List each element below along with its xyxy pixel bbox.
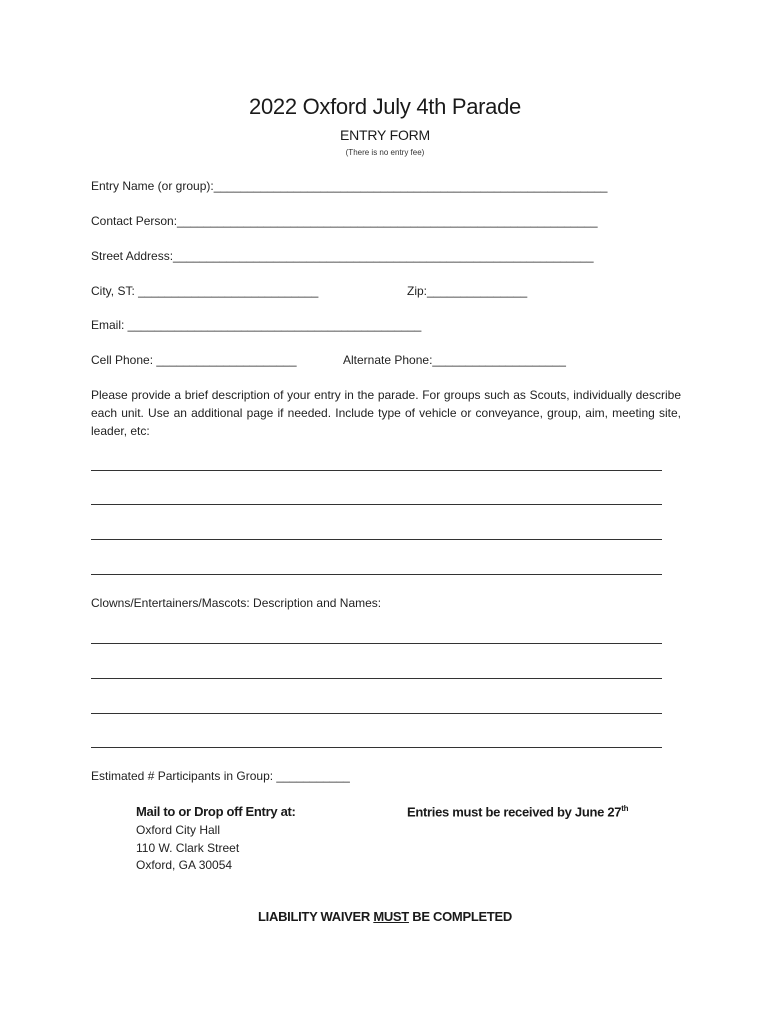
- entry-fee-note: (There is no entry fee): [345, 148, 425, 157]
- deadline-suffix: th: [621, 804, 629, 813]
- clowns-line[interactable]: [91, 713, 662, 714]
- mail-heading: Mail to or Drop off Entry at:: [136, 804, 296, 819]
- clowns-line[interactable]: [91, 747, 662, 748]
- mail-address-line: Oxford City Hall: [136, 823, 221, 837]
- description-line[interactable]: [91, 539, 662, 540]
- cell-phone-field[interactable]: Cell Phone: _____________________: [91, 353, 297, 367]
- description-line[interactable]: [91, 574, 662, 575]
- email-field[interactable]: Email: ____________________________________________: [91, 318, 422, 332]
- clowns-label: Clowns/Entertainers/Mascots: Description and Names:: [91, 596, 382, 610]
- clowns-line[interactable]: [91, 643, 662, 644]
- description-instructions: Please provide a brief description of your entry in the parade. For groups such as Scouts, individually describe each unit. Use an additional page if needed. Include type of vehicle or conveyance, group, aim, meeting site, leader, etc:: [91, 388, 681, 438]
- zip-field[interactable]: Zip:_______________: [407, 284, 528, 298]
- street-address-field[interactable]: Street Address:_______________________________________________________________: [91, 249, 594, 263]
- description-line[interactable]: [91, 470, 662, 471]
- waiver-text: LIABILITY WAIVER: [258, 909, 374, 924]
- liability-waiver-notice: [0, 909, 770, 924]
- description-line[interactable]: [91, 504, 662, 505]
- participants-field[interactable]: Estimated # Participants in Group: ___________: [91, 769, 350, 783]
- mail-address-line: 110 W. Clark Street: [136, 841, 240, 855]
- alternate-phone-field[interactable]: Alternate Phone:____________________: [343, 353, 566, 367]
- waiver-emphasis: MUST: [373, 909, 409, 924]
- city-state-field[interactable]: City, ST: ___________________________: [91, 284, 319, 298]
- page-title: 2022 Oxford July 4th Parade: [249, 94, 521, 119]
- form-subtitle: ENTRY FORM: [339, 127, 431, 143]
- deadline-text: [407, 804, 628, 819]
- contact-person-field[interactable]: Contact Person:_______________________________________________________________: [91, 214, 598, 228]
- deadline-main: Entries must be received by June 27: [407, 804, 622, 820]
- mail-address-line: Oxford, GA 30054: [136, 858, 233, 872]
- waiver-text: BE COMPLETED: [408, 909, 512, 924]
- entry-name-field[interactable]: Entry Name (or group):___________________________________________________________: [91, 179, 608, 193]
- clowns-line[interactable]: [91, 678, 662, 679]
